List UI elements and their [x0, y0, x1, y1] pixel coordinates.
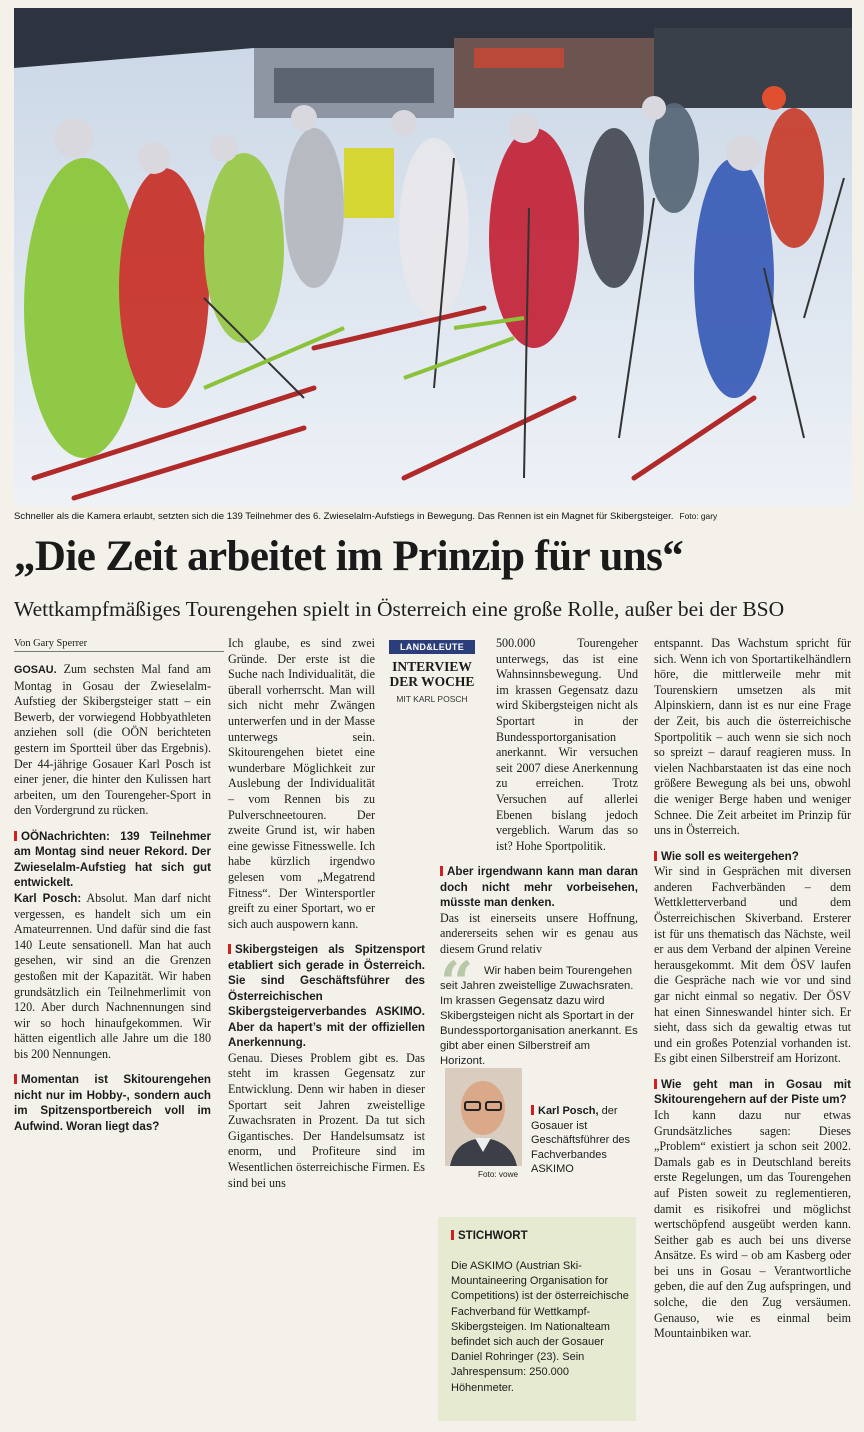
- pull-quote: Wir haben beim Tourengehen seit Jahren zweistellige Zuwachsraten. Im krassen Gegensatz dazu wird Skibergsteigen nicht als Sportart in der Bundessportorganisation anerkannt. Es gibt aber einen Silberstreif am Horizont.: [440, 965, 638, 1067]
- quote-mark-icon: “: [440, 949, 474, 1017]
- photo-caption: [14, 511, 852, 522]
- question-marker: [654, 1079, 657, 1089]
- column-4: [654, 636, 851, 1342]
- stichwort-heading: STICHWORT: [451, 1230, 528, 1242]
- interview-title: INTERVIEW DER WOCHE: [389, 659, 475, 689]
- ski-race-illustration: [14, 8, 852, 506]
- question-1: OÖNachrichten: 139 Teilnehmer am Montag sind neuer Rekord. Der Zwieselalm-Aufstieg hat sich gut entwickelt.: [14, 829, 211, 890]
- byline: Von Gary Sperrer: [14, 638, 224, 652]
- answer-1: Absolut. Man darf nicht vergessen, es handelt sich um ein Amateurrennen. Und dafür sind die fast 140 Leute sensationell. Man hat auch gesehen, wir sind an die Grenzen gestoßen mit der Kapazität. Wir haben grundsätzlich ein Teilnehmerlimit von 120. Aber durch Nachnennungen sind wir so hoch hinaufgekommen. Wir hätten eigentlich alle Jahre um die 180 bis 200 Nennungen.: [14, 890, 211, 1061]
- question-6: Wie geht man in Gosau mit Skitourengehern auf der Piste um?: [654, 1077, 851, 1107]
- headline: „Die Zeit arbeitet im Prinzip für uns“: [14, 533, 684, 580]
- attribution-marker: [531, 1105, 534, 1115]
- column-2: [228, 636, 425, 1191]
- race-start-photo: [14, 8, 852, 506]
- question-4: Aber irgendwann kann man daran doch nicht mehr vorbeisehen, müsste man denken.: [440, 865, 638, 910]
- question-marker: [14, 1074, 17, 1084]
- question-marker: [14, 831, 17, 841]
- subheadline: Wettkampfmäßiges Tourengehen spielt in Österreich eine große Rolle, außer bei der BSO: [14, 597, 785, 621]
- quote-role: der Gosauer ist Geschäftsführer des Fachverbandes ASKIMO: [531, 1105, 631, 1175]
- answer-4: Das ist einerseits unsere Hoffnung, andererseits sehen wir es genau aus diesem Grund relativ: [440, 910, 638, 956]
- answer-2: Ich glaube, es sind zwei Gründe. Der erste ist die Suche nach Individualität, die überall vorherrscht. Man will sich nicht mehr Zwängen unterwerfen und in der Masse unterwegs sein. Skitourengehen bietet eine wunderbare Möglichkeit zur Auslebung der Individualität – vom Rennen bis zu Pulverschneetouren. Der zweite Grund ist, wir haben eine gewisse Fitnesswelle. Ich habe kürzlich irgendwo gelesen vom „Megatrend Fitness“. Der Wintersportler greift zu einer Sportart, wo er sich auch auspowern kann.: [228, 636, 375, 931]
- answer-3: Genau. Dieses Problem gibt es. Das steht im krassen Gegensatz zur Entwicklung. Denn wir haben in dieser Sportart seit Jahren zweistellige Zuwachsraten in Prozent. Da tut sich Gigantisches. Der Handelsumsatz ist enorm, und Profiteure sind im Wesentlichen österreichische Firmen. Es sind bei uns: [228, 1050, 425, 1190]
- intro-text: Zum sechsten Mal fand am Montag in Gosau der Zwieselalm-Aufstieg der Skibergsteiger statt – ein Bewerb, der vorwiegend Hobbyathleten anziehen soll (die OÖN berichteten gestern im Sportteil über das Ergebnis). Der 44-jährige Gosauer Karl Posch ist einer jener, die hinter den Kulissen hart arbeiten, um den Tourengeher-Sport in den Vordergrund zu rücken.: [14, 662, 211, 818]
- question-marker: [228, 944, 231, 954]
- photo-credit: Foto: gary: [679, 511, 718, 521]
- speaker-name: Karl Posch:: [14, 891, 82, 905]
- column-1: [14, 662, 211, 1134]
- question-marker: [440, 866, 443, 876]
- section-label: LAND&LEUTE: [389, 640, 475, 654]
- question-3: Skibergsteigen als Spitzensport etabliert sich gerade in Österreich. Sie sind Geschäftsführer des Österreichischen Skibergsteigerverbandes ASKIMO. Aber da hapert’s mit der offiziellen Anerkennung.: [228, 943, 425, 1050]
- question-5: Wie soll es weitergehen?: [654, 849, 851, 865]
- caption-text: Schneller als die Kamera erlaubt, setzten sich die 139 Teilnehmer des 6. Zwieselalm-Aufstiegs in Bewegung. Das Rennen ist ein Magnet für Skibergsteiger.: [14, 511, 674, 522]
- answer-6: Ich kann dazu nur etwas Grundsätzliches sagen: Dieses „Problem“ existiert ja schon seit 2002. Damals gab es in Deutschland bereits erste Regelungen, um das Tourengehen auf Pisten soweit zu reglementieren, damit es risikofrei und möglichst wertschöpfend ausgeübt werden kann. Seither gab es auch bei uns diverse Ansätze. Es wird – ob am Kasberg oder bei uns in Gosau – Verantwortliche geben, die auf den Zug aufspringen, und solche, die den Zug versäumen. Genauso, wie es einmal beim Mountainbiken war.: [654, 1107, 851, 1341]
- stichwort-body: Die ASKIMO (Austrian Ski-Mountaineering Organisation for Competitions) ist der österreichische Fachverband für Wettkampf-Skibergsteigen. Im Nationalteam befindet sich auch der Gosauer Daniel Rohringer (23). Sein Jahrespensum: 250.000 Höhenmeter.: [451, 1260, 629, 1394]
- portrait-credit: Foto: vowe: [478, 1170, 519, 1179]
- portrait-illustration: [445, 1068, 522, 1166]
- heading-marker: [451, 1230, 454, 1240]
- answer-3-continued: 500.000 Tourengeher unterwegs, das ist eine Wahnsinnsbewegung. Und im krassen Gegensatz dazu wird Skibergsteigen nicht als Sportart in der Bundessportorganisation anerkannt. Wir versuchen seit 2007 diese Anerkennung zu erreichen. Trotz Versuchen auf allerlei Ebenen bislang jedoch vergeblich. Warum das so ist? Hohe Sportpolitik.: [496, 636, 638, 853]
- quote-attribution: [531, 1104, 641, 1177]
- dateline: GOSAU.: [14, 664, 57, 676]
- answer-5: Wir sind in Gesprächen mit diversen anderen Fachverbänden – dem Wettkletterverband und dem Österreichischen Skiverband. Ersterer ist für uns thematisch das Nächste, weil er aus dem Verband der alpinen Vereine herausgekommt. Mit dem ÖSV laufen die Gespräche nach wie vor und sind gar nicht einmal so negativ. Der ÖSV hat einen Sinneswandel hinter sich. Er sieht, dass sich da gewaltig etwas tut und ein großes Potenzial vorhanden ist. Es gibt einen Silberstreif am Horizont.: [654, 864, 851, 1066]
- portrait-karl-posch: [445, 1068, 522, 1166]
- question-2: Momentan ist Skitourengehen nicht nur im Hobby-, sondern auch im Spitzensportbereich voll im Aufwind. Woran liegt das?: [14, 1073, 211, 1133]
- answer-4-continued: entspannt. Das Wachstum spricht für sich. Wenn ich von Sportartikelhändlern höre, die mittlerweile mehr mit Tourenskiern umsetzen als mit Alpinskiern, dann ist es nur eine Frage der Zeit, bis auch die österreichische Sportpolitik – auch wenn sie sich noch so spreizt – darauf reagieren muss. In vielen Nachbarstaaten ist das eine noch größere Bewegung als bei uns, obwohl die weniger Berge haben und weniger Schnee. Die Zeit arbeitet im Prinzip für uns in Österreich.: [654, 636, 851, 838]
- quote-author: Karl Posch,: [538, 1105, 599, 1117]
- interview-subtitle: MIT KARL POSCH: [396, 694, 468, 704]
- column-3: [440, 636, 638, 958]
- question-marker: [654, 851, 657, 861]
